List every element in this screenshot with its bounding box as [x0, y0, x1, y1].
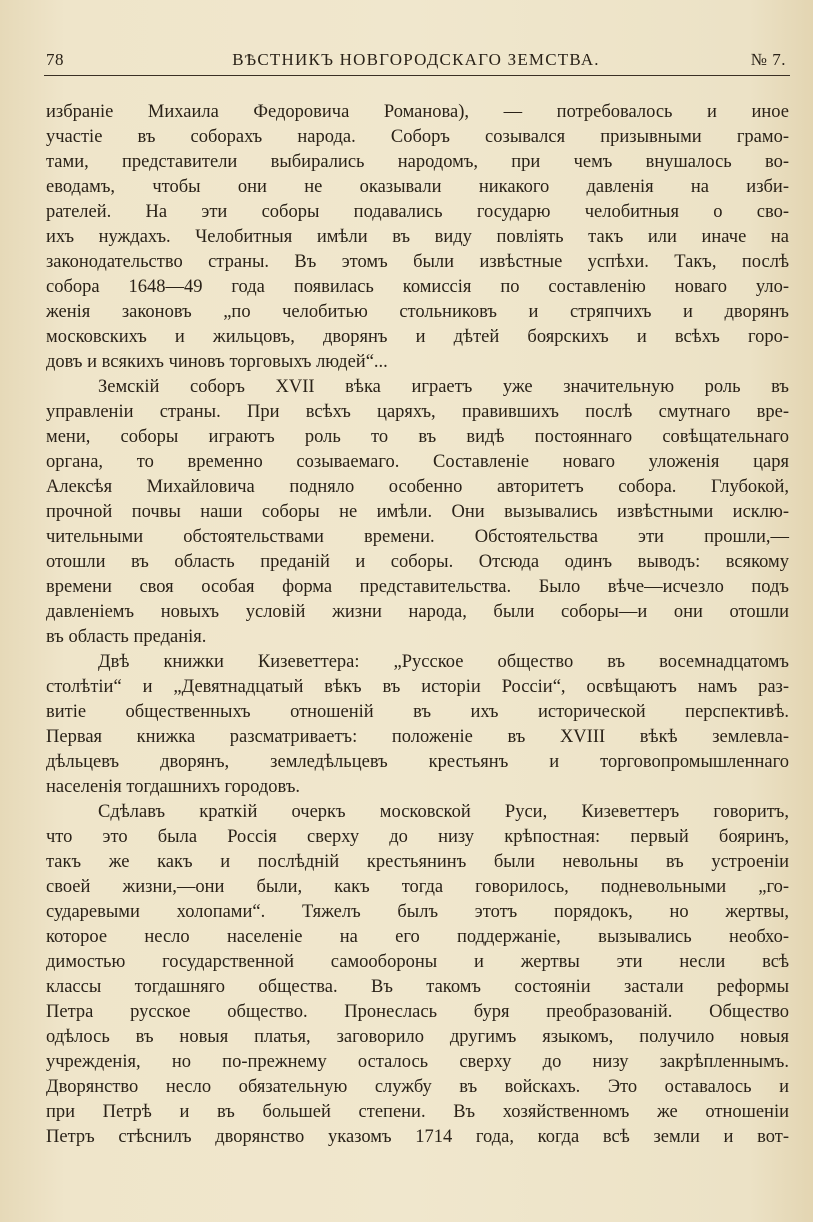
text-line: тами, представители выбирались народомъ, при чемъ внушалось во- — [46, 152, 789, 172]
text-line: населенія тогдашнихъ городовъ. — [46, 777, 301, 797]
header-rule — [44, 75, 790, 76]
text-line: Двѣ книжки Кизеветтера: „Русское общество въ восемнадцатомъ — [98, 652, 789, 672]
text-line: классы тогдашняго общества. Въ такомъ состояніи застали реформы — [46, 977, 789, 997]
text-line: ихъ нуждахъ. Челобитныя имѣли въ виду повліять такъ или иначе на — [46, 227, 789, 247]
running-header — [46, 50, 786, 74]
page-number: 78 — [46, 50, 64, 69]
text-line: еводамъ, чтобы они не оказывали никакого давленія на изби- — [46, 177, 789, 197]
text-line: Земскій соборъ XVII вѣка играетъ уже значительную роль въ — [98, 377, 789, 397]
text-line: дѣльцевъ дворянъ, земледѣльцевъ крестьянъ и торговопромышленнаго — [46, 752, 789, 772]
text-line: законодательство страны. Въ этомъ были извѣстные успѣхи. Такъ, послѣ — [46, 252, 789, 272]
text-line: женія законовъ „по челобитью стольниковъ и стряпчихъ и дворянъ — [46, 302, 789, 322]
text-line: давленіемъ новыхъ условій жизни народа, были соборы—и они отошли — [46, 602, 789, 622]
text-line: одѣлось въ новыя платья, заговорило другимъ языкомъ, получило новыя — [46, 1027, 789, 1047]
issue-number: № 7. — [750, 50, 786, 69]
text-line: при Петрѣ и въ большей степени. Въ хозяйственномъ же отношеніи — [46, 1102, 789, 1122]
text-line: чительными обстоятельствами времени. Обстоятельства эти прошли,— — [46, 527, 789, 547]
text-line: Первая книжка разсматриваетъ: положеніе въ XVIII вѣкѣ землевла- — [46, 727, 789, 747]
text-line: участіе въ соборахъ народа. Соборъ созывался призывными грамо- — [46, 127, 789, 147]
text-line: собора 1648—49 года появилась комиссія по составленію новаго уло- — [46, 277, 789, 297]
text-line: прочной почвы наши соборы не имѣли. Они вызывались извѣстными исклю- — [46, 502, 789, 522]
text-line: Алексѣя Михайловича подняло особенно авторитетъ собора. Глубокой, — [46, 477, 789, 497]
text-line: сударевыми холопами“. Тяжелъ былъ этотъ порядокъ, но жертвы, — [46, 902, 789, 922]
text-line: въ область преданія. — [46, 627, 207, 647]
text-line: что это была Россія сверху до низу крѣпостная: первый бояринъ, — [46, 827, 789, 847]
text-line: своей жизни,—они были, какъ тогда говорилось, подневольными „го- — [46, 877, 789, 897]
text-line: Петра русское общество. Пронеслась буря преобразованій. Общество — [46, 1002, 789, 1022]
text-line: такъ же какъ и послѣдній крестьянинъ были невольны въ устроеніи — [46, 852, 789, 872]
body-text — [46, 100, 789, 1150]
text-line: довъ и всякихъ чиновъ торговыхъ людей“... — [46, 352, 388, 372]
journal-title: ВѢСТНИКЪ НОВГОРОДСКАГО ЗЕМСТВА. — [232, 50, 600, 69]
text-line: отошли въ область преданій и соборы. Отсюда одинъ выводъ: всякому — [46, 552, 789, 572]
text-line: избраніе Михаила Федоровича Романова), — потребовалось и иное — [46, 102, 789, 122]
text-line: рателей. На эти соборы подавались государю челобитныя о сво- — [46, 202, 789, 222]
text-line: времени своя особая форма представительства. Было вѣче—исчезло подъ — [46, 577, 789, 597]
text-line: которое несло населеніе на его поддержаніе, вызывались необхо- — [46, 927, 789, 947]
text-line: московскихъ и жильцовъ, дворянъ и дѣтей боярскихъ и всѣхъ горо- — [46, 327, 789, 347]
text-line: учрежденія, но по-прежнему осталось сверху до низу закрѣпленнымъ. — [46, 1052, 789, 1072]
text-line: мени, соборы играютъ роль то въ видѣ постояннаго совѣщательнаго — [46, 427, 789, 447]
text-line: столѣтіи“ и „Девятнадцатый вѣкъ въ исторіи Россіи“, освѣщаютъ намъ раз- — [46, 677, 789, 697]
text-line: Петръ стѣснилъ дворянство указомъ 1714 года, когда всѣ земли и вот- — [46, 1127, 789, 1147]
text-line: димостью государственной самообороны и жертвы эти несли всѣ — [46, 952, 789, 972]
text-line: Сдѣлавъ краткій очеркъ московской Руси, Кизеветтеръ говоритъ, — [98, 802, 789, 822]
text-line: управленіи страны. При всѣхъ царяхъ, правившихъ послѣ смутнаго вре- — [46, 402, 789, 422]
text-line: органа, то временно созываемаго. Составленіе новаго уложенія царя — [46, 452, 789, 472]
text-line: Дворянство несло обязательную службу въ войскахъ. Это оставалось и — [46, 1077, 789, 1097]
text-line: витіе общественныхъ отношеній въ ихъ исторической перспективѣ. — [46, 702, 789, 722]
